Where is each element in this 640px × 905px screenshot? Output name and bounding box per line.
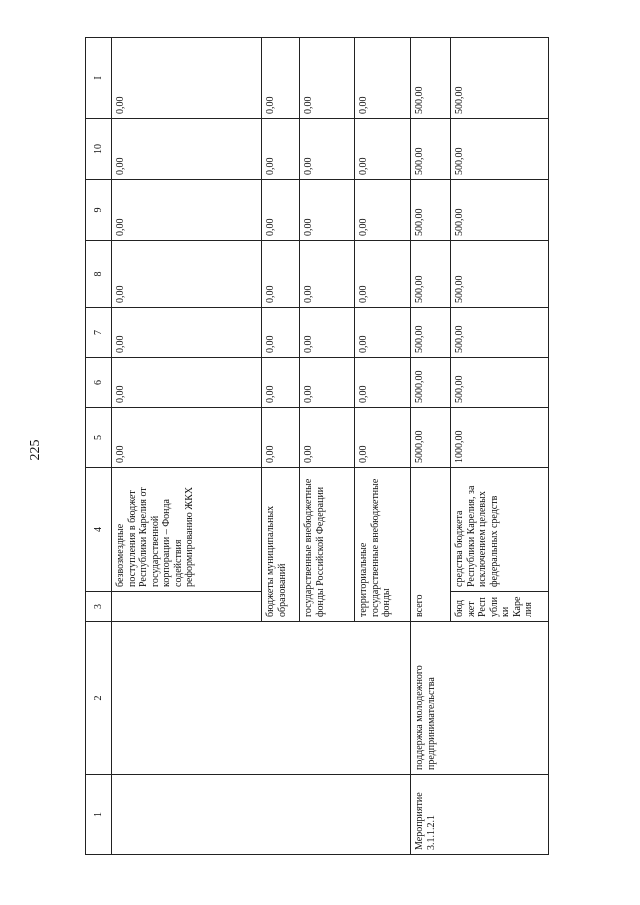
table-cell: государственные внебюджетные фонды Российской Федерации bbox=[300, 468, 355, 622]
value-cell: 0,00 bbox=[355, 358, 411, 408]
value-cell: 0,00 bbox=[300, 308, 355, 358]
table-cell bbox=[112, 592, 262, 622]
header-row bbox=[86, 38, 112, 855]
table-cell: всего bbox=[411, 468, 451, 622]
value-cell: 500,00 bbox=[411, 119, 451, 180]
table-cell: средства бюджета Республики Карелия, за исключением целевых федеральных средств bbox=[451, 468, 549, 592]
value-cell: 5000,00 bbox=[411, 408, 451, 468]
table-frame bbox=[85, 38, 548, 855]
value-cell: 0,00 bbox=[300, 358, 355, 408]
value-cell: 500,00 bbox=[411, 38, 451, 119]
header-cell: 3 bbox=[86, 592, 112, 622]
value-cell: 0,00 bbox=[300, 38, 355, 119]
header-cell: 5 bbox=[86, 408, 112, 468]
value-cell: 0,00 bbox=[112, 308, 262, 358]
value-cell: 500,00 bbox=[451, 308, 549, 358]
value-cell: 0,00 bbox=[355, 408, 411, 468]
table-row bbox=[112, 38, 262, 855]
value-cell: 0,00 bbox=[355, 180, 411, 241]
value-cell: 0,00 bbox=[300, 180, 355, 241]
page-number: 225 bbox=[28, 439, 43, 461]
value-cell: 500,00 bbox=[451, 241, 549, 308]
table-cell bbox=[112, 775, 411, 855]
value-cell: 0,00 bbox=[262, 180, 300, 241]
header-cell: 4 bbox=[86, 468, 112, 592]
value-cell: 500,00 bbox=[451, 180, 549, 241]
value-cell: 0,00 bbox=[112, 241, 262, 308]
table-cell: бюджет Республики Карелия bbox=[451, 592, 549, 622]
value-cell: 0,00 bbox=[112, 358, 262, 408]
value-cell: 500,00 bbox=[411, 180, 451, 241]
value-cell: 0,00 bbox=[355, 308, 411, 358]
value-cell: 500,00 bbox=[451, 119, 549, 180]
value-cell: 0,00 bbox=[355, 241, 411, 308]
header-cell: 8 bbox=[86, 241, 112, 308]
table-cell: поддержка молодежного предпринимательства bbox=[411, 622, 549, 775]
header-cell: 10 bbox=[86, 119, 112, 180]
value-cell: 0,00 bbox=[112, 38, 262, 119]
table-row bbox=[411, 38, 451, 855]
value-cell: 500,00 bbox=[451, 358, 549, 408]
value-cell: 0,00 bbox=[262, 241, 300, 308]
value-cell: 0,00 bbox=[355, 38, 411, 119]
value-cell: 0,00 bbox=[112, 408, 262, 468]
table-cell: Мероприятие 3.1.1.2.1 bbox=[411, 775, 549, 855]
table-cell: территориальные государственные внебюджетные фонды bbox=[355, 468, 411, 622]
value-cell: 0,00 bbox=[355, 119, 411, 180]
value-cell: 0,00 bbox=[112, 119, 262, 180]
table-cell: бюджеты муниципальных образований bbox=[262, 468, 300, 622]
table-cell bbox=[112, 622, 411, 775]
value-cell: 0,00 bbox=[300, 119, 355, 180]
value-cell: 0,00 bbox=[262, 358, 300, 408]
value-cell: 0,00 bbox=[300, 408, 355, 468]
value-cell: 500,00 bbox=[411, 308, 451, 358]
budget-table bbox=[85, 37, 549, 855]
value-cell: 0,00 bbox=[112, 180, 262, 241]
header-cell: 9 bbox=[86, 180, 112, 241]
value-cell: 5000,00 bbox=[411, 358, 451, 408]
value-cell: 0,00 bbox=[300, 241, 355, 308]
value-cell: 1000,00 bbox=[451, 408, 549, 468]
value-cell: 0,00 bbox=[262, 119, 300, 180]
header-cell: 2 bbox=[86, 622, 112, 775]
value-cell: 500,00 bbox=[451, 38, 549, 119]
header-cell: I bbox=[86, 38, 112, 119]
value-cell: 500,00 bbox=[411, 241, 451, 308]
header-cell: 7 bbox=[86, 308, 112, 358]
header-cell: 1 bbox=[86, 775, 112, 855]
value-cell: 0,00 bbox=[262, 308, 300, 358]
value-cell: 0,00 bbox=[262, 38, 300, 119]
table-cell: безвозмездные поступления в бюджет Республики Карелия от государственной корпорации – Фонда содействия реформированию ЖКХ bbox=[112, 468, 262, 592]
value-cell: 0,00 bbox=[262, 408, 300, 468]
header-cell: 6 bbox=[86, 358, 112, 408]
